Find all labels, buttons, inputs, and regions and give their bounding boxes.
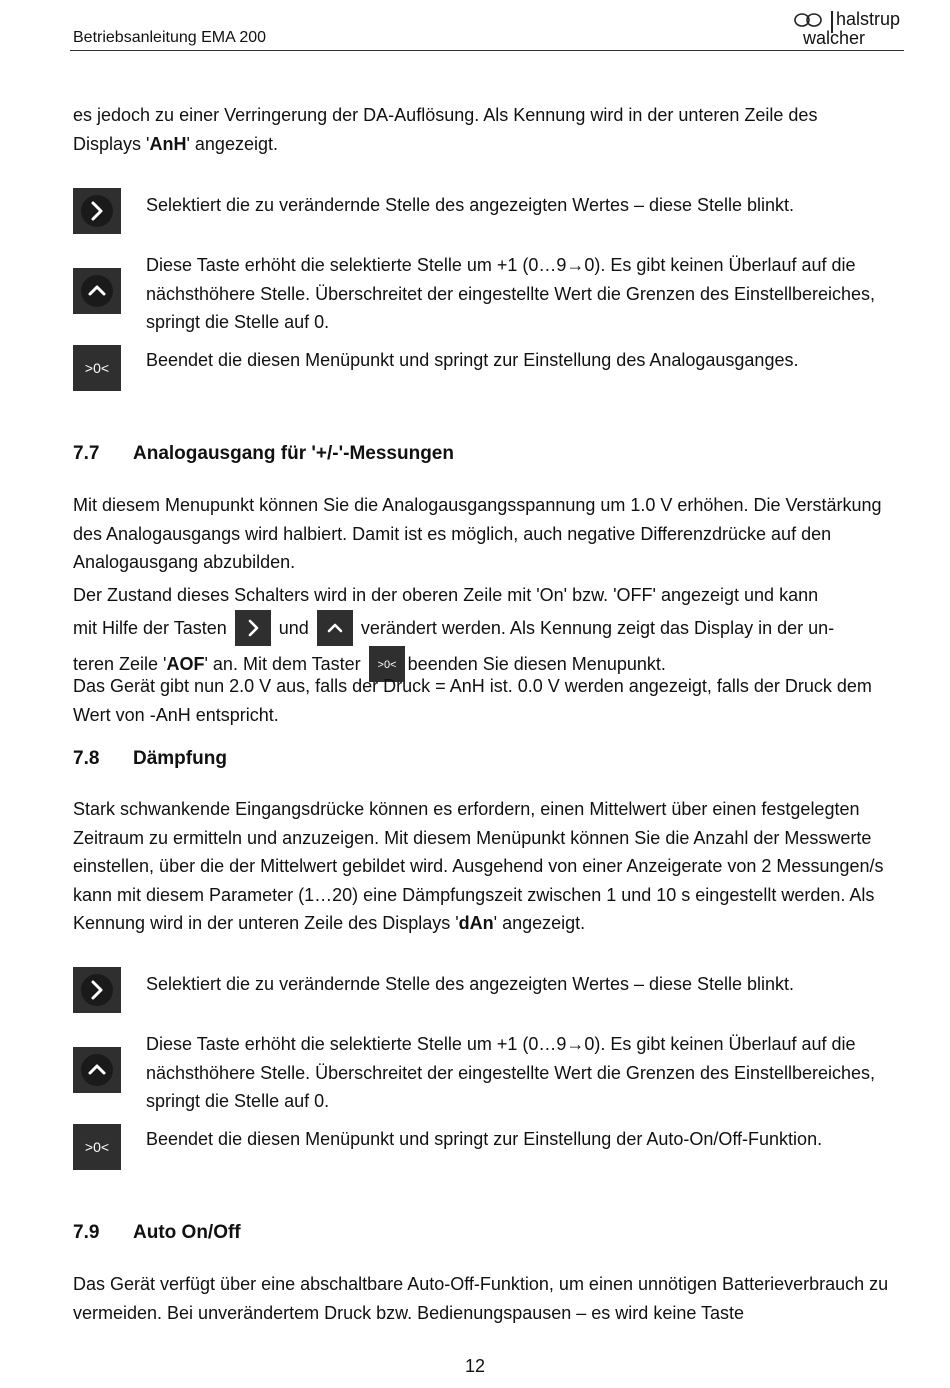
section-number: 7.7 — [73, 443, 100, 464]
para2-text-e: ' an. Mit dem Taster — [204, 653, 361, 674]
section-7-8-paragraph-1 — [73, 795, 903, 938]
page-number: 12 — [464, 1356, 486, 1376]
section-title: Dämpfung — [133, 748, 227, 769]
section-heading-7-8 — [73, 748, 227, 770]
section-title: Auto On/Off — [133, 1222, 241, 1243]
section-7-7-paragraph-3: Das Gerät gibt nun 2.0 V aus, falls der Druck = AnH ist. 0.0 V werden angezeigt, falls der Druck dem Wert von -AnH entspricht. — [73, 676, 872, 725]
right-key-description: Selektiert die zu verändernde Stelle des angezeigten Wertes – diese Stelle blinkt. — [146, 974, 795, 994]
zero-key-description: Beendet die diesen Menüpunkt und springt zur Einstellung des Analogausganges. — [146, 350, 799, 370]
section-number: 7.8 — [73, 748, 100, 769]
zero-key-label: >0< — [84, 1139, 110, 1155]
up-key-icon — [73, 268, 121, 314]
section-heading-7-7 — [73, 443, 454, 465]
dan-code: dAn — [458, 913, 494, 933]
para2-line1: Der Zustand dieses Schalters wird in der oberen Zeile mit 'On' bzw. 'OFF' angezeigt und kann — [73, 585, 819, 605]
para2-text-c: verändert werden. Als Kennung zeigt das Display in der un- — [360, 617, 835, 638]
intro-code: AnH — [149, 133, 187, 154]
section-7-8-text-end: ' angezeigt. — [493, 913, 586, 933]
para2-text-d: teren Zeile ' — [73, 653, 167, 674]
up-key-description: Diese Taste erhöht die selektierte Stelle um +1 (0…9→0). Es gibt keinen Überlauf auf die nächsthöhere Stelle. Überschreitet der eingestellte Wert die Grenzen des Einstellbereiches, springt die Stelle auf 0. — [146, 255, 876, 332]
section-heading-7-9 — [73, 1222, 241, 1244]
up-key-description: Diese Taste erhöht die selektierte Stelle um +1 (0…9→0). Es gibt keinen Überlauf auf die nächsthöhere Stelle. Überschreitet der eingestellte Wert die Grenzen des Einstellbereiches, springt die Stelle auf 0. — [146, 1034, 876, 1111]
up-key-icon — [73, 1047, 121, 1093]
para2-text-f: beenden Sie diesen Menupunkt. — [407, 653, 666, 674]
section-7-9-paragraph-1: Das Gerät verfügt über eine abschaltbare Auto-Off-Funktion, um einen unnötigen Batterieverbrauch zu vermeiden. Bei unverändertem Druck bzw. Bedienungspausen – es wird keine Taste — [73, 1274, 889, 1323]
para2-text-b: und — [278, 617, 309, 638]
intro-line-b-pre: Displays ' — [73, 133, 150, 154]
logo-rings-icon — [793, 11, 825, 29]
section-title: Analogausgang für '+/-'-Messungen — [133, 443, 454, 464]
zero-key-icon — [73, 1124, 121, 1170]
intro-line-b-post: ' angezeigt. — [186, 133, 278, 154]
inline-zero-key-label: >0< — [377, 658, 397, 671]
right-key-description: Selektiert die zu verändernde Stelle des angezeigten Wertes – diese Stelle blinkt. — [146, 195, 795, 215]
para2-text-a: mit Hilfe der Tasten — [73, 617, 227, 638]
document-title: Betriebsanleitung EMA 200 — [73, 29, 267, 46]
logo-text-halstrup: halstrup — [836, 9, 901, 29]
inline-up-key-icon — [317, 610, 353, 646]
company-logo — [793, 9, 908, 49]
header-rule — [70, 50, 904, 51]
right-key-icon — [73, 188, 121, 234]
inline-right-key-icon — [235, 610, 271, 646]
section-7-8-text: Stark schwankende Eingangsdrücke können es erfordern, einen Mittelwert über einen festgelegten Zeitraum zu ermitteln und anzuzeigen. Mit diesem Menüpunkt können Sie die Anzahl der Messwerte einstellen, über die der Mittelwert gebildet wird. Ausgehend von einer Anzeigerate von 2 Messungen/s kann mit diesem Parameter (1…20) eine Dämpfungszeit zwischen 1 und 10 s eingestellt werden. Als Kennung wird in der unteren Zeile des Displays ' — [73, 799, 884, 933]
section-7-7-paragraph-1: Mit diesem Menupunkt können Sie die Analogausgangsspannung um 1.0 V erhöhen. Die Verstärkung des Analogausgangs wird halbiert. Damit ist es möglich, auch negative Differenzdrücke auf den Analogausgang abzubilden. — [73, 495, 882, 572]
intro-paragraph — [73, 101, 903, 158]
right-key-icon — [73, 967, 121, 1013]
zero-key-label: >0< — [84, 360, 110, 376]
zero-key-icon — [73, 345, 121, 391]
intro-line-a: es jedoch zu einer Verringerung der DA-Auflösung. Als Kennung wird in der unteren Zeile des — [73, 105, 818, 125]
zero-key-description: Beendet die diesen Menüpunkt und springt zur Einstellung der Auto-On/Off-Funktion. — [146, 1129, 823, 1149]
section-7-7-paragraph-2 — [73, 581, 903, 682]
section-number: 7.9 — [73, 1222, 100, 1243]
aof-code: AOF — [166, 653, 205, 674]
logo-text-walcher: walcher — [803, 28, 866, 48]
